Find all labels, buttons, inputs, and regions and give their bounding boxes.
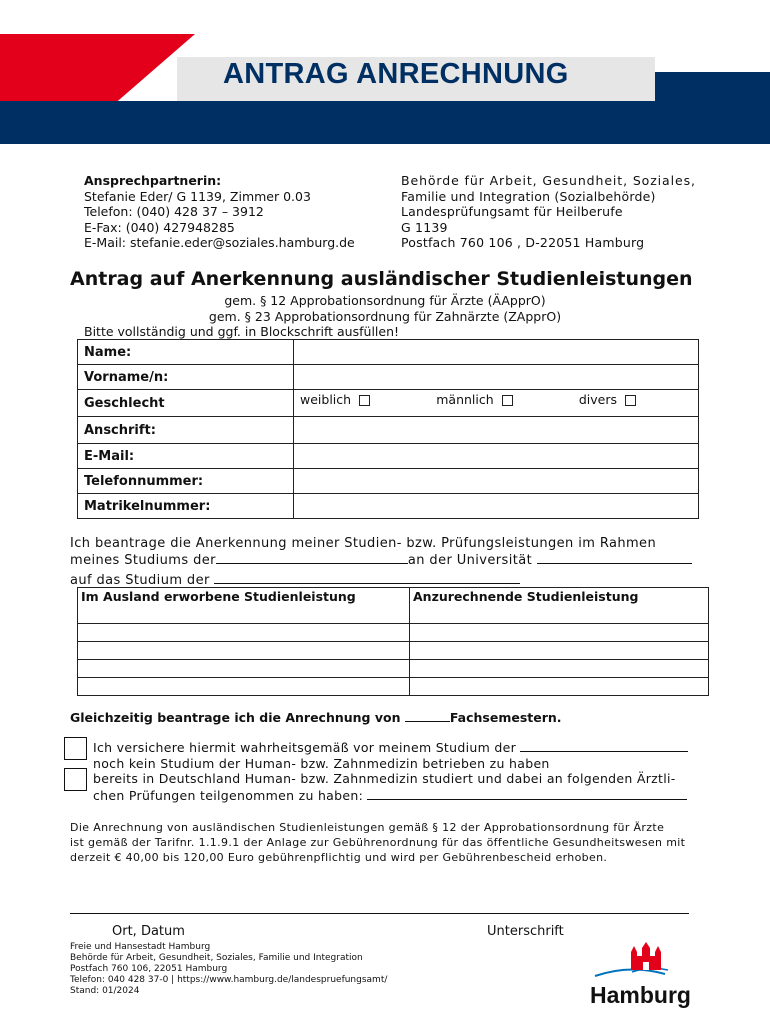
label-name: Name: <box>78 340 294 365</box>
field-fachsemester[interactable] <box>405 709 450 722</box>
form-title: Antrag auf Anerkennung ausländischer Studienleistungen <box>70 268 693 290</box>
contact-heading: Ansprechpartnerin: <box>84 173 222 188</box>
assurance-line-3: bereits in Deutschland Human- bzw. Zahnmedizin studiert und dabei an folgenden Ärztli- <box>93 771 676 786</box>
header-blue-block <box>655 72 770 102</box>
fee-paragraph <box>70 820 685 865</box>
assurance-line-1: Ich versichere hiermit wahrheitsgemäß vor meinem Studium der <box>93 739 688 756</box>
semester-line: Gleichzeitig beantrage ich die Anrechnung von Fachsemestern. <box>70 710 562 725</box>
label-email: E-Mail: <box>78 444 294 469</box>
assurance-text <box>93 739 688 803</box>
table-row <box>78 678 709 696</box>
footer-address: Freie und Hansestadt Hamburg Behörde für Arbeit, Gesundheit, Soziales, Familie und Integration Postfach 760 106, 22051 Hamburg Telefon: 040 428 37-0 | https://www.hamburg.de/landespruefungsamt/ Stand: 01/2024 <box>70 942 388 996</box>
row-geschlecht <box>78 390 699 417</box>
field-pruefungen[interactable] <box>367 787 687 800</box>
place-date-label: Ort, Datum <box>112 924 185 939</box>
table-row <box>78 624 709 642</box>
contact-line: Telefon: (040) 428 37 – 3912 <box>84 204 264 219</box>
subtitle-aeappro: gem. § 12 Approbationsordnung für Ärzte (ÄApprO) <box>224 293 546 308</box>
gender-divers: divers <box>579 392 636 407</box>
input-email[interactable] <box>294 444 699 469</box>
footer-website: Telefon: 040 428 37-0 | https://www.hamburg.de/landespruefungsamt/ <box>70 975 388 985</box>
gender-maennlich: männlich <box>436 392 512 407</box>
fee-line-2: ist gemäß der Tarifnr. 1.1.9.1 der Anlage zur Gebührenordnung für das öffentliche Gesundheitswesen mit <box>70 836 686 849</box>
authority-line: G 1139 <box>401 219 448 235</box>
row-telefon <box>78 469 699 494</box>
table-cell[interactable] <box>78 642 410 660</box>
table-cell[interactable] <box>78 624 410 642</box>
request-line-2: meines Studiums der an der Universität <box>70 551 692 569</box>
table-cell[interactable] <box>78 660 410 678</box>
checkbox-maennlich[interactable] <box>502 395 513 406</box>
checkbox-kein-studium[interactable] <box>64 737 87 760</box>
authority-line: Landesprüfungsamt für Heilberufe <box>401 204 623 219</box>
fee-line-3: derzeit € 40,00 bis 120,00 Euro gebührenpflichtig und wird per Gebührenbescheid erhoben. <box>70 851 608 864</box>
assurance-line-2: noch kein Studium der Human- bzw. Zahnmedizin betrieben zu haben <box>93 755 550 771</box>
field-studium[interactable] <box>216 551 408 564</box>
table-cell[interactable] <box>410 678 709 696</box>
header-col-anzurechnend: Anzurechnende Studienleistung <box>410 588 709 624</box>
contact-line: Stefanie Eder/ G 1139, Zimmer 0.03 <box>84 188 311 204</box>
checkbox-bereits-studiert[interactable] <box>64 768 87 791</box>
authority-line: Behörde für Arbeit, Gesundheit, Soziales, <box>401 173 696 188</box>
contact-email: E-Mail: stefanie.eder@soziales.hamburg.de <box>84 235 355 250</box>
table-cell[interactable] <box>410 660 709 678</box>
input-matrikel[interactable] <box>294 494 699 519</box>
label-matrikel: Matrikelnummer: <box>78 494 294 519</box>
authority-line: Postfach 760 106 , D-22051 Hamburg <box>401 235 645 250</box>
personal-data-table <box>77 339 699 519</box>
input-vorname[interactable] <box>294 365 699 390</box>
input-anschrift[interactable] <box>294 417 699 444</box>
checkbox-divers[interactable] <box>625 395 636 406</box>
table-cell[interactable] <box>78 678 410 696</box>
assurance-line-4: chen Prüfungen teilgenommen zu haben: <box>93 787 688 804</box>
hamburg-castle-logo-icon <box>590 942 700 980</box>
label-vorname: Vorname/n: <box>78 365 294 390</box>
table-row <box>78 642 709 660</box>
header-blue-bar <box>0 101 770 144</box>
fee-line-1: Die Anrechnung von ausländischen Studienleistungen gemäß § 12 der Approbationsordnung für Ärzte <box>70 821 665 834</box>
header-col-ausland: Im Ausland erworbene Studienleistung <box>78 588 410 624</box>
field-studium-vorher[interactable] <box>520 739 688 752</box>
field-studium-ziel[interactable] <box>214 571 520 584</box>
row-anschrift <box>78 417 699 444</box>
input-telefon[interactable] <box>294 469 699 494</box>
table-cell[interactable] <box>410 624 709 642</box>
input-name[interactable] <box>294 340 699 365</box>
row-email <box>78 444 699 469</box>
request-line-3: auf das Studium der <box>70 571 520 589</box>
field-universitaet[interactable] <box>537 551 692 564</box>
signature-label: Unterschrift <box>487 924 564 939</box>
table-row <box>78 660 709 678</box>
row-name <box>78 340 699 365</box>
row-vorname <box>78 365 699 390</box>
page-title: ANTRAG ANRECHNUNG <box>223 58 569 90</box>
subtitle-zappro: gem. § 23 Approbationsordnung für Zahnärzte (ZApprO) <box>208 309 562 324</box>
contact-block <box>84 173 384 251</box>
label-geschlecht: Geschlecht <box>78 390 294 417</box>
contact-line: E-Fax: (040) 427948285 <box>84 219 235 235</box>
study-table-header <box>78 588 709 624</box>
gender-options <box>294 390 699 417</box>
row-matrikel <box>78 494 699 519</box>
authority-line: Familie und Integration (Sozialbehörde) <box>401 188 656 204</box>
study-table <box>77 587 709 696</box>
table-cell[interactable] <box>410 642 709 660</box>
authority-block <box>401 173 701 251</box>
request-line-1: Ich beantrage die Anerkennung meiner Studien- bzw. Prüfungsleistungen im Rahmen <box>70 536 657 551</box>
checkbox-weiblich[interactable] <box>359 395 370 406</box>
label-anschrift: Anschrift: <box>78 417 294 444</box>
hamburg-logo-text: Hamburg <box>590 982 691 1008</box>
label-telefon: Telefonnummer: <box>78 469 294 494</box>
gender-weiblich: weiblich <box>300 392 370 407</box>
instruction-text: Bitte vollständig und ggf. in Blockschrift ausfüllen! <box>84 324 400 339</box>
signature-line[interactable] <box>70 913 689 914</box>
